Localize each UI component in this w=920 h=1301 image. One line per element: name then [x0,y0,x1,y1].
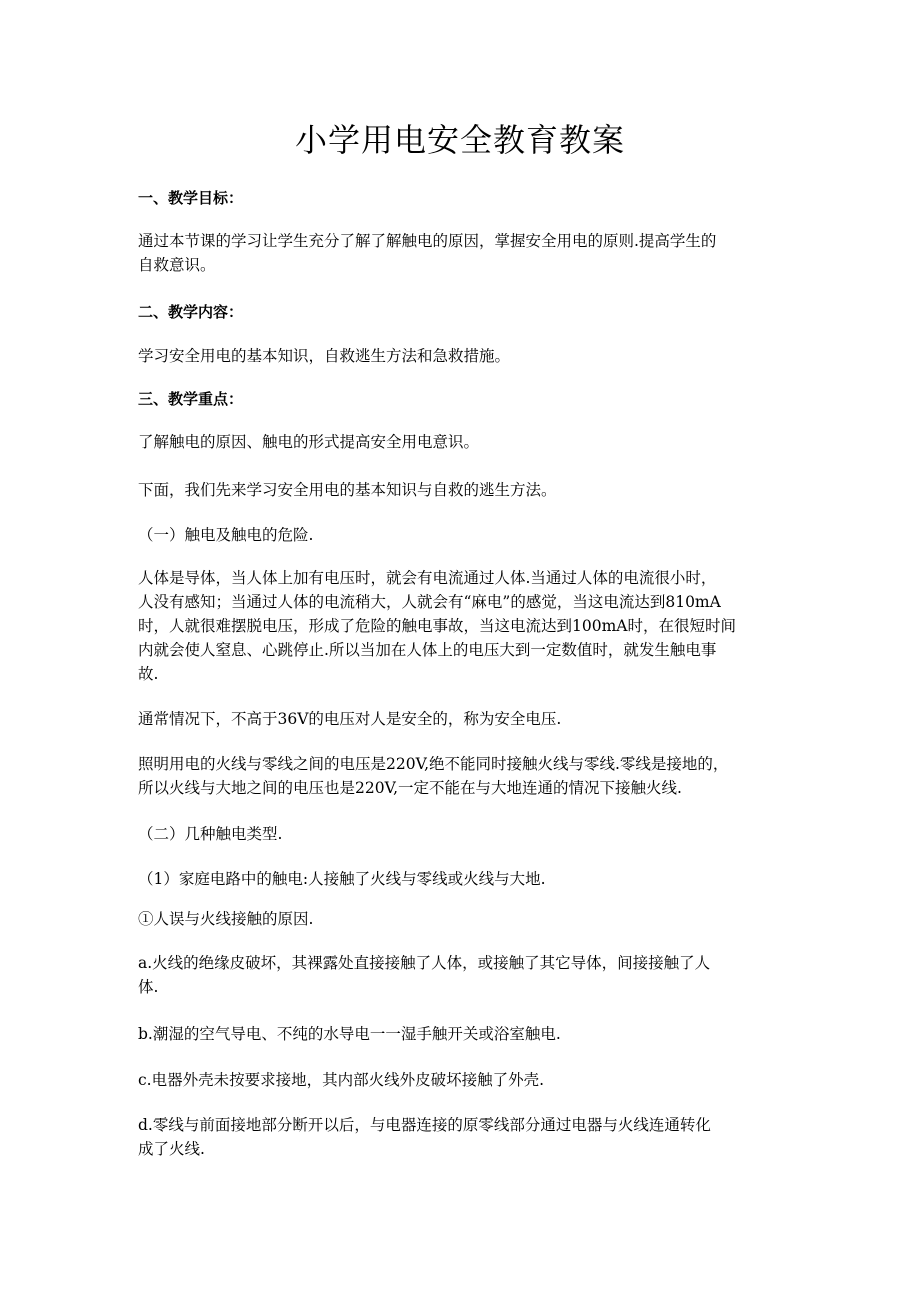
text-line: 人没有感知；当通过人体的电流稍大，人就会有“麻电”的感觉，当这电流达到810mA [138,593,721,611]
text-line: 成了火线. [138,1140,205,1158]
sub1-paragraph [138,566,800,686]
intro-text: 下面，我们先来学习安全用电的基本知识与自救的逃生方法。 [138,481,557,499]
circle1-text: ①人误与火线接触的原因. [138,910,314,928]
text-line: 所以火线与大地之间的电压也是220V,一定不能在与大地连通的情况下接触火线. [138,779,682,797]
text-line: a.火线的绝缘皮破坏，其裸露处直接接触了人体，或接触了其它导体，间接接触了人 [138,954,711,972]
text-line: 体. [138,978,159,996]
document-title: 小学用电安全教育教案 [294,121,625,159]
text-line: 人体是导体，当人体上加有电压时，就会有电流通过人体.当通过人体的电流很小时， [138,569,717,587]
content-text: 学习安全用电的基本知识，自救逃生方法和急救措施。 [138,347,511,365]
b-paragraph: b.潮湿的空气导电、不纯的水导电一一湿手触开关或浴室触电. [138,1025,561,1043]
content-heading: 二、教学内容： [138,303,244,321]
lighting-paragraph [138,752,800,800]
text-line: 自救意识。 [138,256,216,274]
safe-voltage-text: 通常情况下，不高于36V的电压对人是安全的，称为安全电压. [138,710,562,728]
text-line: 故. [138,665,159,683]
goal-heading: 一、教学目标： [138,189,244,207]
sub1-heading: （一）触电及触电的危险. [138,526,314,544]
text-line: d.零线与前面接地部分断开以后，与电器连接的原零线部分通过电器与火线连通转化 [138,1116,711,1134]
a-paragraph [138,951,800,999]
text-line: 照明用电的火线与零线之间的电压是220V,绝不能同时接触火线与零线.零线是接地的， [138,755,729,773]
key-text: 了解触电的原因、触电的形式提高安全用电意识。 [138,433,480,451]
text-line: 时，人就很难摆脱电压，形成了危险的触电事故，当这电流达到100mA时，在很短时间 [138,617,736,635]
text-line: 通过本节课的学习让学生充分了解了解触电的原因，掌握安全用电的原则.提高学生的 [138,232,717,250]
d-paragraph [138,1113,800,1161]
key-heading: 三、教学重点： [138,390,244,408]
item1-text: （1）家庭电路中的触电:人接触了火线与零线或火线与大地. [138,870,546,888]
sub2-heading: （二）几种触电类型. [138,825,283,843]
c-paragraph: c.电器外壳未按要求接地，其内部火线外皮破坏接触了外壳. [138,1071,545,1089]
goal-text [138,229,800,277]
text-line: 内就会使人窒息、心跳停止.所以当加在人体上的电压大到一定数值时，就发生触电事 [138,641,717,659]
